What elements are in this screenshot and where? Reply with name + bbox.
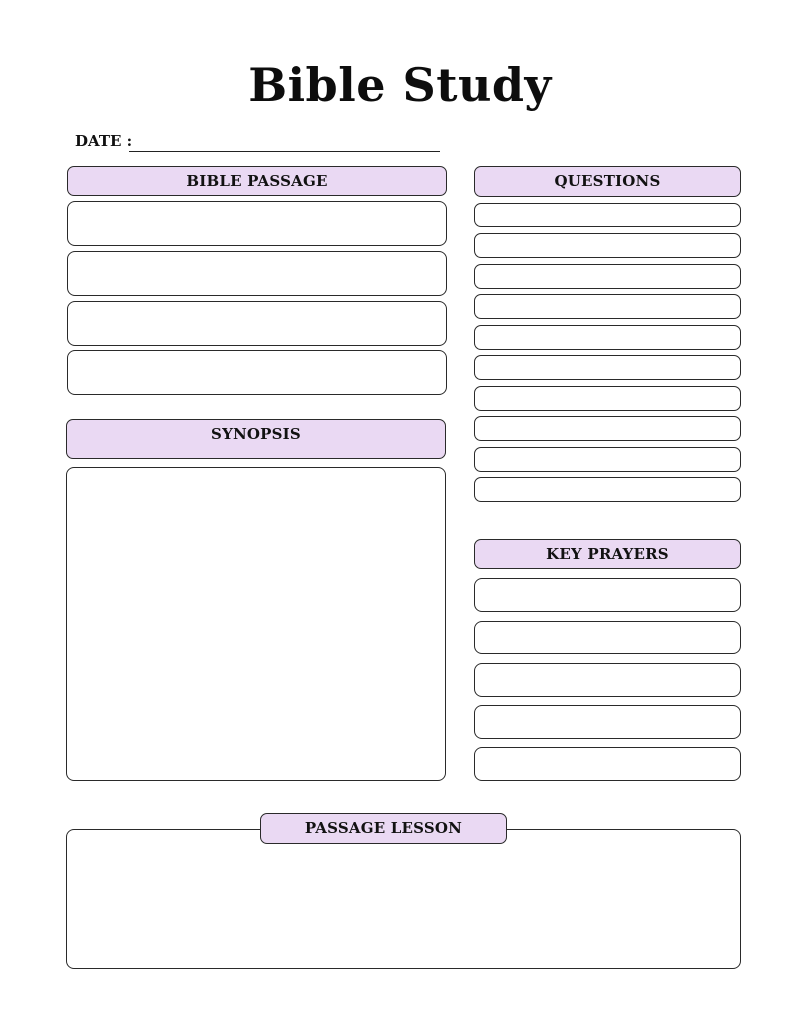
question-line-2[interactable] [474, 233, 741, 258]
question-line-3[interactable] [474, 264, 741, 289]
date-field-line[interactable] [129, 151, 440, 152]
bible-passage-box-1[interactable] [67, 201, 447, 246]
bible-passage-box-2[interactable] [67, 251, 447, 296]
question-line-4[interactable] [474, 294, 741, 319]
question-line-1[interactable] [474, 203, 741, 227]
key-prayer-box-5[interactable] [474, 747, 741, 781]
synopsis-header: SYNOPSIS [66, 419, 446, 459]
date-label: DATE : [75, 132, 133, 150]
question-line-6[interactable] [474, 355, 741, 380]
question-line-5[interactable] [474, 325, 741, 350]
page-title: Bible Study [248, 58, 552, 112]
key-prayer-box-1[interactable] [474, 578, 741, 612]
key-prayer-box-2[interactable] [474, 621, 741, 654]
question-line-8[interactable] [474, 416, 741, 441]
bible-passage-box-3[interactable] [67, 301, 447, 346]
synopsis-box[interactable] [66, 467, 446, 781]
key-prayer-box-3[interactable] [474, 663, 741, 697]
questions-header: QUESTIONS [474, 166, 741, 197]
key-prayer-box-4[interactable] [474, 705, 741, 739]
bible-passage-box-4[interactable] [67, 350, 447, 395]
question-line-9[interactable] [474, 447, 741, 472]
question-line-10[interactable] [474, 477, 741, 502]
passage-lesson-box[interactable] [66, 829, 741, 969]
passage-lesson-header: PASSAGE LESSON [260, 813, 507, 844]
bible-passage-header: BIBLE PASSAGE [67, 166, 447, 196]
key-prayers-header: KEY PRAYERS [474, 539, 741, 569]
question-line-7[interactable] [474, 386, 741, 411]
